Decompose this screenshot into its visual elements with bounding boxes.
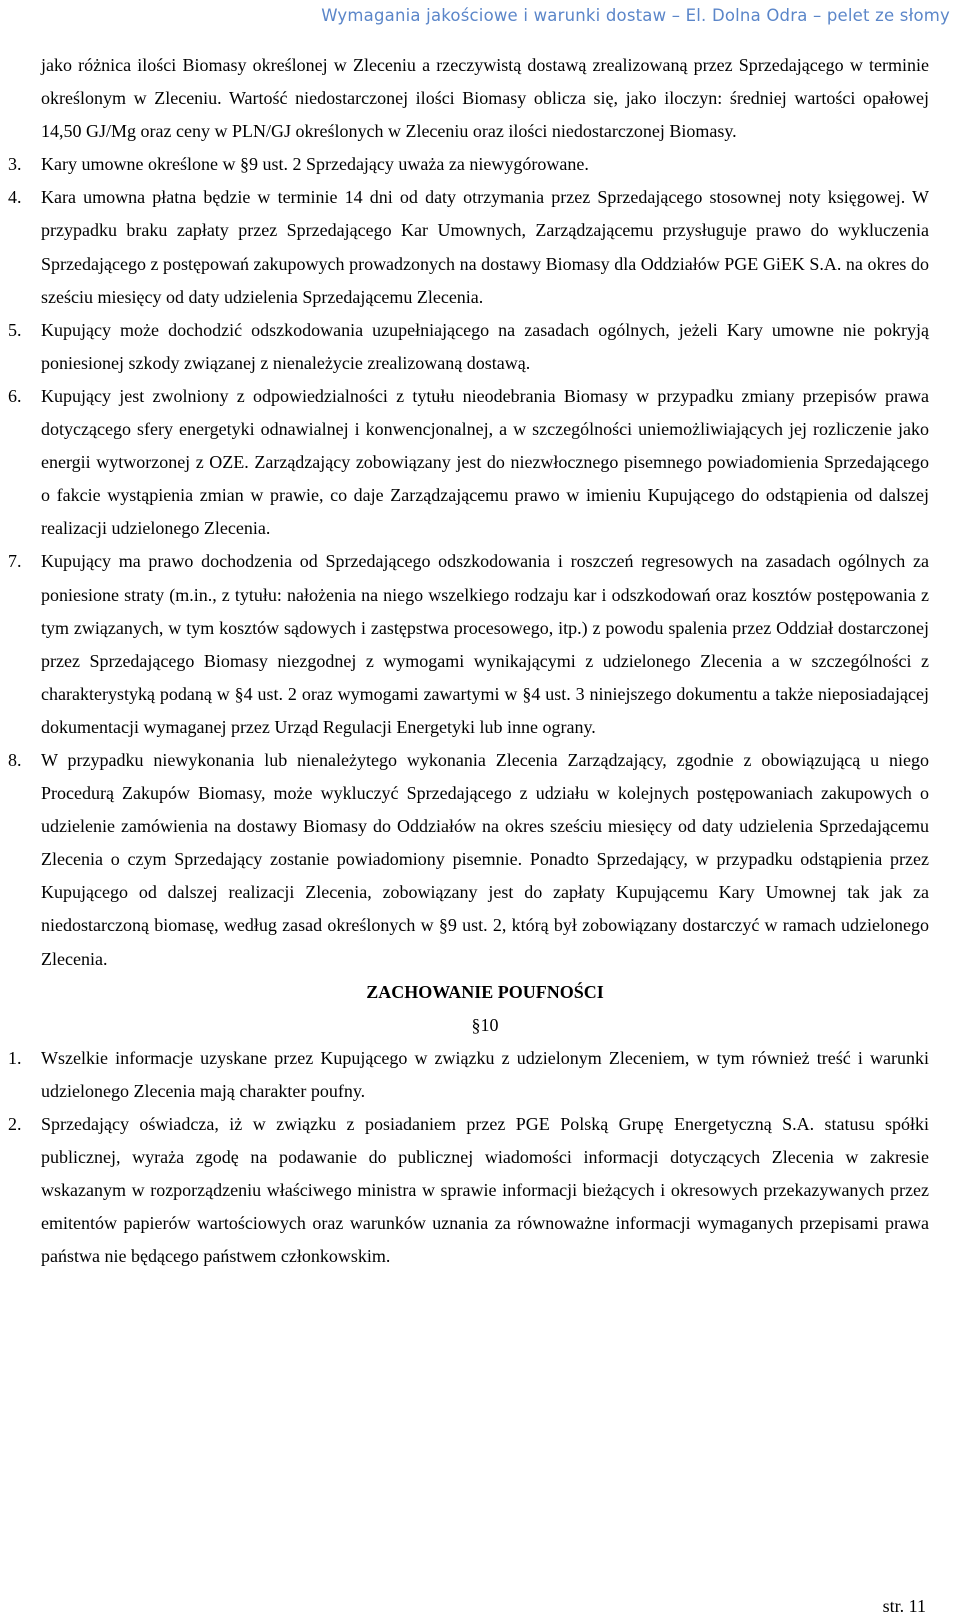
- list-item-number: 1.: [8, 1047, 22, 1068]
- page-number: str. 11: [882, 1596, 926, 1616]
- list-item-4: [8, 181, 929, 313]
- list-item-8: [8, 744, 929, 976]
- list-item-6: [8, 380, 929, 545]
- list-item-7: [8, 545, 929, 744]
- section-number: §10: [471, 1014, 499, 1035]
- section-heading: ZACHOWANIE POUFNOŚCI: [366, 981, 604, 1002]
- list-item-text: Wszelkie informacje uzyskane przez Kupującego w związku z udzielonym Zleceniem, w tym również treść i warunki udzielonego Zlecenia mają charakter poufny.: [41, 1047, 929, 1101]
- list-item-number: 6.: [8, 385, 22, 406]
- confidentiality-item-2: [8, 1108, 929, 1273]
- list-item-number: 7.: [8, 551, 22, 572]
- confidentiality-item-1: [8, 1042, 929, 1108]
- list-item-text: Kupujący jest zwolniony z odpowiedzialności z tytułu nieodebrania Biomasy w przypadku zmiany przepisów prawa dotyczącego sfery energetyki odnawialnej i konwencjonalnej, a w szczególności uniemożliwiających jej rozliczenie jako energii wytworzonej z OZE. Zarządzający zobowiązany jest do niezwłocznego pisemnego powiadomienia Sprzedającego o fakcie wystąpienia zmian w prawie, co daje Zarządzającemu prawo w imieniu Kupującego do odstąpienia od dalszej realizacji udzielonego Zlecenia.: [41, 385, 929, 539]
- intro-paragraph: jako różnica ilości Biomasy określonej w Zleceniu a rzeczywistą dostawą zrealizowaną przez Sprzedającego w terminie określonym w Zleceniu. Wartość niedostarczonej ilości Biomasy oblicza się, jako iloczyn: średniej wartości opałowej 14,50 GJ/Mg oraz ceny w PLN/GJ określonych w Zleceniu oraz ilości niedostarczonej Biomasy.: [41, 55, 929, 142]
- list-item-text: Sprzedający oświadcza, iż w związku z posiadaniem przez PGE Polską Grupę Energetyczną S.A. statusu spółki publicznej, wyraża zgodę na podawanie do publicznej wiadomości informacji dotyczących Zlecenia w zakresie wskazanym w rozporządzeniu właściwego ministra w sprawie informacji bieżących i okresowych przekazywanych przez emitentów papierów wartościowych oraz warunków uznania za równoważne informacji wymaganych przepisami prawa państwa nie będącego państwem członkowskim.: [41, 1114, 929, 1267]
- list-item-text: W przypadku niewykonania lub nienależytego wykonania Zlecenia Zarządzający, zgodnie z obowiązującą u niego Procedurą Zakupów Biomasy, może wykluczyć Sprzedającego z udziału w kolejnych postępowaniach zakupowych o udzielenie zamówienia na dostawy Biomasy do Oddziałów na okres sześciu miesięcy od daty udzielenia Sprzedającemu Zlecenia o czym Sprzedający zostanie powiadomiony pisemnie. Ponadto Sprzedający, w przypadku odstąpienia przez Kupującego od dalszej realizacji Zlecenia, zobowiązany jest do zapłaty Kupującemu Kary Umownej tak jak za niedostarczoną biomasę, według zasad określonych w §9 ust. 2, którą był zobowiązany dostarczyć w ramach udzielonego Zlecenia.: [41, 749, 929, 969]
- list-item-number: 3.: [8, 154, 22, 175]
- list-item-text: Kupujący ma prawo dochodzenia od Sprzedającego odszkodowania i roszczeń regresowych na zasadach ogólnych za poniesione straty (m.in., z tytułu: nałożenia na niego wszelkiego rodzaju kar i odszkodowań oraz kosztów postępowania z tym związanych, w tym kosztów sądowych i zastępstwa procesowego, itp.) z powodu spalenia przez Oddział dostarczonej przez Sprzedającego Biomasy niezgodnej z wymogami wynikającymi z udzielonego Zlecenia a w szczególności z charakterystyką podaną w §4 ust. 2 oraz wymogami zawartymi w §4 ust. 3 niniejszego dokumentu a także nieposiadającej dokumentacji wymaganej przez Urząd Regulacji Energetyki lub inne ograny.: [41, 551, 929, 737]
- list-item-text: Kary umowne określone w §9 ust. 2 Sprzedający uważa za niewygórowane.: [41, 154, 589, 175]
- list-item-number: 2.: [8, 1114, 22, 1134]
- list-item-text: Kara umowna płatna będzie w terminie 14 dni od daty otrzymania przez Sprzedającego stosownej noty księgowej. W przypadku braku zapłaty przez Sprzedającego Kar Umownych, Zarządzającemu przysługuje prawo do wykluczenia Sprzedającego z postępowań zakupowych prowadzonych na dostawy Biomasy dla Oddziałów PGE GiEK S.A. na okres do sześciu miesięcy od daty udzielenia Sprzedającemu Zlecenia.: [41, 187, 929, 307]
- list-item-text: Kupujący może dochodzić odszkodowania uzupełniającego na zasadach ogólnych, jeżeli Kary umowne nie pokryją poniesionej szkody związanej z nienależycie zrealizowaną dostawą.: [41, 319, 929, 373]
- list-item-number: 4.: [8, 187, 22, 208]
- list-item-3: [8, 148, 929, 181]
- list-item-5: [8, 314, 929, 380]
- document-body: [8, 49, 929, 1273]
- running-header: Wymagania jakościowe i warunki dostaw – El. Dolna Odra – pelet ze słomy: [321, 5, 950, 25]
- list-item-number: 8.: [8, 749, 22, 770]
- list-item-number: 5.: [8, 319, 22, 340]
